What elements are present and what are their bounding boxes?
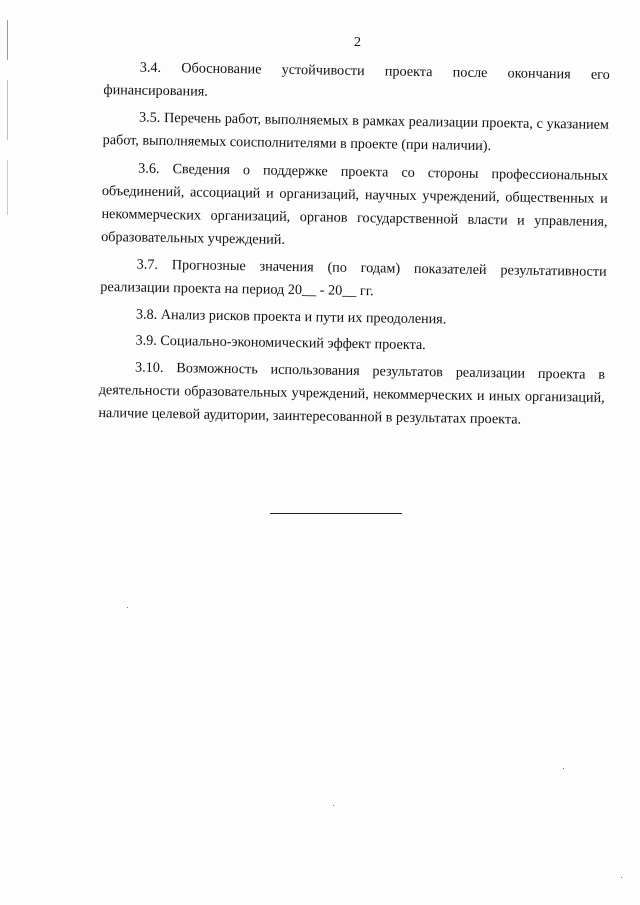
- scan-edge-mark: [7, 20, 8, 60]
- document-body: [98, 56, 610, 433]
- section-3-7: 3.7. Прогнозные значения (по годам) показателей результативности реализации проекта на период 20__ - 20__ гг.: [100, 256, 607, 300]
- scan-edge-mark: [7, 80, 8, 140]
- scan-speck: [333, 805, 334, 806]
- section-3-10: 3.10. Возможность использования результатов реализации проекта в деятельности образовательных учреждений, некоммерческих и иных организаций, наличие целевой аудитории, заинтересованной в результатах проекта.: [98, 359, 606, 428]
- scan-speck: [621, 877, 622, 878]
- scan-speck: [563, 768, 564, 769]
- section-3-5: 3.5. Перечень работ, выполняемых в рамках реализации проекта, с указанием работ, выполняемых соисполнителями в проекте (при наличии).: [102, 109, 610, 155]
- page-number: 2: [354, 35, 361, 50]
- section-3-6: 3.6. Сведения о поддержке проекта со стороны профессиональных объединений, ассоциаций и организаций, научных учреждений, общественных и некоммерческих организаций, органов государственной власти и управления, образовательных учреждений.: [101, 160, 609, 248]
- end-of-document-rule: [270, 513, 402, 514]
- section-3-4: 3.4. Обоснование устойчивости проекта после окончания его финансирования.: [103, 59, 610, 100]
- section-3-9: 3.9. Социально-экономический эффект проекта.: [135, 332, 426, 354]
- section-3-8: 3.8. Анализ рисков проекта и пути их преодоления.: [135, 306, 447, 328]
- scan-speck: [127, 607, 128, 608]
- scan-edge-mark: [7, 160, 8, 215]
